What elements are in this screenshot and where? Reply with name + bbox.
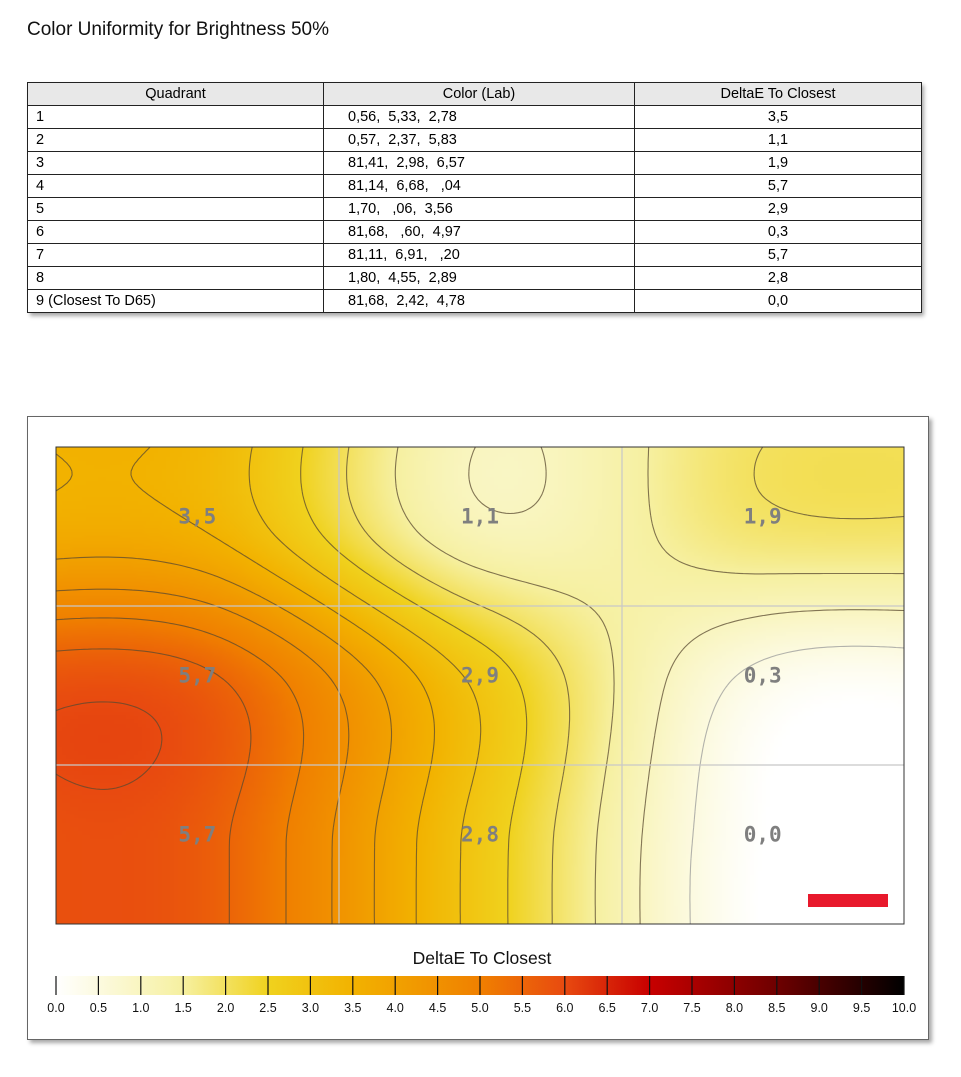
table-row (28, 267, 922, 290)
cell-value-label: 0,0 (743, 822, 782, 847)
table-row (28, 175, 922, 198)
quadrant-cell: 6 (28, 221, 324, 244)
cell-value-label: 2,8 (461, 822, 499, 847)
quadrant-cell: 1 (28, 106, 324, 129)
color-lab-cell: 81,68, 2,42, 4,78 (324, 290, 635, 313)
table-row (28, 244, 922, 267)
colorbar-tick-label: 4.5 (428, 1001, 447, 1015)
colorbar-label: DeltaE To Closest (412, 948, 552, 968)
table-row (28, 152, 922, 175)
quadrant-table (27, 82, 922, 313)
quadrant-cell: 8 (28, 267, 324, 290)
color-lab-cell: 81,68, ,60, 4,97 (324, 221, 635, 244)
cell-value-label: 1,9 (743, 504, 782, 529)
colorbar-tick-label: 2.5 (259, 1001, 277, 1015)
table-row (28, 290, 922, 313)
colorbar-tick-label: 5.0 (471, 1001, 489, 1015)
uniformity-heatmap (28, 417, 928, 1039)
table-row (28, 129, 922, 152)
quadrant-table-container (27, 82, 921, 313)
cell-value-label: 0,3 (743, 663, 782, 688)
quadrant-cell: 4 (28, 175, 324, 198)
deltae-cell: 5,7 (635, 175, 922, 198)
deltae-cell: 3,5 (635, 106, 922, 129)
quadrant-cell: 9 (Closest To D65) (28, 290, 324, 313)
quadrant-cell: 5 (28, 198, 324, 221)
deltae-cell: 1,1 (635, 129, 922, 152)
color-lab-cell: 1,70, ,06, 3,56 (324, 198, 635, 221)
table-header-row (28, 83, 922, 106)
deltae-cell: 1,9 (635, 152, 922, 175)
colorbar-tick-label: 0.0 (47, 1001, 65, 1015)
deltae-cell: 5,7 (635, 244, 922, 267)
colorbar-tick-label: 6.5 (598, 1001, 616, 1015)
colorbar-tick-label: 3.5 (344, 1001, 362, 1015)
cell-value-label: 1,1 (461, 504, 499, 529)
colorbar-tick-label: 8.0 (725, 1001, 744, 1015)
brand-logo-bar (808, 894, 888, 907)
colorbar-tick-label: 2.0 (216, 1001, 235, 1015)
color-lab-cell: 81,14, 6,68, ,04 (324, 175, 635, 198)
deltae-cell: 0,0 (635, 290, 922, 313)
cell-value-label: 3,5 (178, 504, 217, 529)
deltae-cell: 2,9 (635, 198, 922, 221)
cell-value-label: 5,7 (178, 663, 217, 688)
colorbar-tick-label: 3.0 (301, 1001, 320, 1015)
colorbar-tick-label: 8.5 (768, 1001, 786, 1015)
color-lab-cell: 1,80, 4,55, 2,89 (324, 267, 635, 290)
colorbar-tick-label: 7.5 (683, 1001, 701, 1015)
table-row (28, 221, 922, 244)
color-lab-cell: 0,56, 5,33, 2,78 (324, 106, 635, 129)
colorbar-tick-label: 4.0 (386, 1001, 404, 1015)
quadrant-cell: 7 (28, 244, 324, 267)
color-lab-cell: 81,41, 2,98, 6,57 (324, 152, 635, 175)
table-row (28, 106, 922, 129)
quadrant-cell: 2 (28, 129, 324, 152)
colorbar-tick-label: 1.0 (132, 1001, 150, 1015)
uniformity-chart-panel (27, 416, 929, 1040)
colorbar-tick-label: 0.5 (89, 1001, 108, 1015)
header-deltae: DeltaE To Closest (635, 83, 922, 106)
color-lab-cell: 0,57, 2,37, 5,83 (324, 129, 635, 152)
header-quadrant: Quadrant (28, 83, 324, 106)
colorbar-tick-label: 7.0 (640, 1001, 659, 1015)
table-row (28, 198, 922, 221)
colorbar-tick-label: 9.0 (810, 1001, 828, 1015)
colorbar-tick-label: 6.0 (556, 1001, 574, 1015)
header-color-lab: Color (Lab) (324, 83, 635, 106)
deltae-cell: 0,3 (635, 221, 922, 244)
cell-value-label: 5,7 (178, 822, 217, 847)
chart-title: Color Uniformity for Brightness 50% (27, 19, 329, 40)
colorbar-tick-label: 5.5 (513, 1001, 532, 1015)
colorbar-tick-label: 1.5 (174, 1001, 192, 1015)
quadrant-cell: 3 (28, 152, 324, 175)
deltae-cell: 2,8 (635, 267, 922, 290)
colorbar-tick-label: 9.5 (852, 1001, 871, 1015)
cell-value-label: 2,9 (461, 663, 499, 688)
color-lab-cell: 81,11, 6,91, ,20 (324, 244, 635, 267)
colorbar-tick-label: 10.0 (891, 1001, 917, 1015)
